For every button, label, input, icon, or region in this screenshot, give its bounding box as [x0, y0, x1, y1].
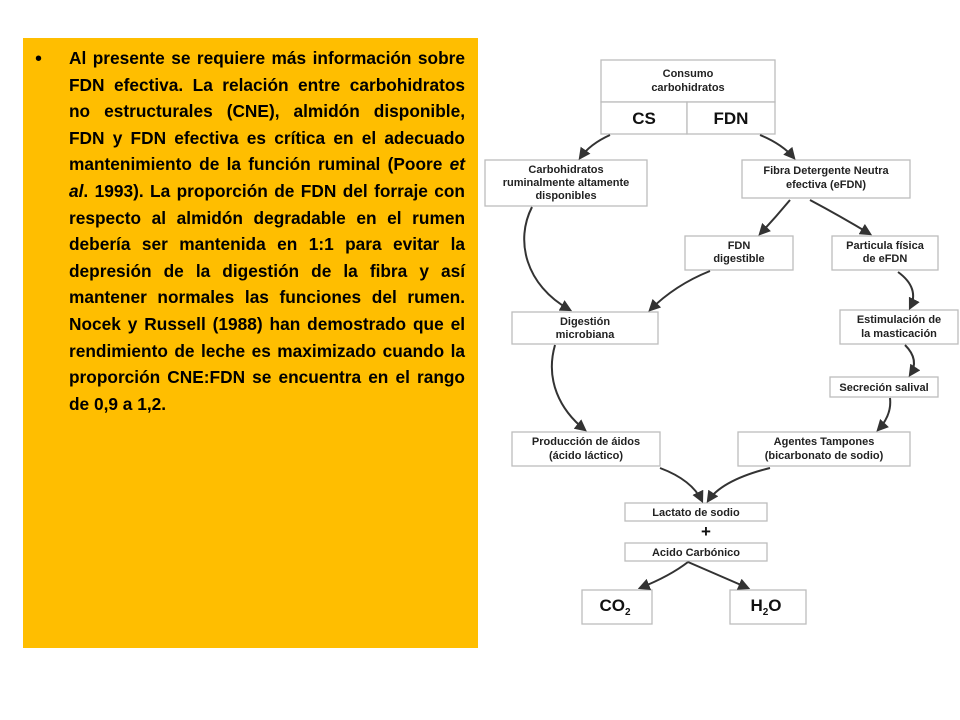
- estimulacion-line-2: la masticación: [861, 328, 937, 340]
- fdn-label: FDN: [713, 109, 749, 128]
- arrow-digestion-to-produccion: [552, 345, 585, 430]
- secrecion-box: [830, 377, 938, 397]
- particula-line-2: de eFDN: [862, 253, 908, 265]
- fibra-line-2: efectiva (eFDN): [785, 179, 867, 191]
- arrow-produccion-to-lactato: [660, 468, 702, 501]
- fibra-line-1: Fibra Detergente Neutra: [763, 165, 889, 177]
- text-panel: [23, 38, 478, 648]
- arrow-fdn-digestible-to-digestion: [650, 271, 710, 310]
- flow-diagram-right: [770, 40, 960, 460]
- arrow-fibra-to-particula: [810, 200, 870, 234]
- fdn-box: [687, 102, 775, 134]
- consumo-line-1: Consumo: [662, 68, 714, 80]
- particula-line-1: Particula física: [846, 240, 924, 252]
- arrow-particula-to-estimulacion: [898, 272, 913, 308]
- lactato-box: [625, 503, 767, 521]
- body-paragraph: [69, 45, 465, 417]
- arrow-secrecion-to-agentes: [878, 398, 890, 430]
- paragraph-part-1: Al presente se requiere más información sobre FDN efectiva. La relación entre carbohidratos no estructurales (CNE), almidón disponible, FDN y FDN efectiva es crítica en el adecuado mantenimiento de la función ruminal (Poore: [69, 48, 465, 175]
- carbohidratos-line-1: Carbohidratos: [528, 164, 604, 176]
- carbohidratos-line-3: disponibles: [535, 190, 597, 202]
- acido-label: Acido Carbónico: [651, 547, 741, 559]
- produccion-box: [512, 432, 660, 466]
- cs-box: [601, 102, 687, 134]
- agentes-line-2: (bicarbonato de sodio): [764, 450, 884, 462]
- digestion-line-2: microbiana: [555, 329, 615, 341]
- arrow-estimulacion-to-secrecion: [905, 345, 914, 375]
- produccion-line-2: (ácido láctico): [549, 450, 623, 462]
- plus-sign: +: [701, 522, 711, 541]
- co2-label: $CO_2$: [599, 596, 631, 618]
- digestion-box: [512, 312, 658, 344]
- lactato-label: Lactato de sodio: [652, 507, 740, 519]
- fdn-digestible-line-2: digestible: [713, 253, 765, 265]
- arrow-agentes-to-lactato: [708, 468, 770, 501]
- paragraph-part-2: . 1993). La proporción de FDN del forraje con respecto al almidón degradable en el rumen debería ser mantenida en 1:1 para evitar la depresión de la digestión de la fibra y así mantener normales las funciones del rumen. Nocek y Russell (1988) han demostrado que el rendimiento de leche es maximizado cuando la proporción CNE:FDN se encuentra en el rango de 0,9 a 1,2.: [69, 180, 465, 414]
- produccion-line-1: Producción de áidos: [531, 436, 641, 448]
- h2o-label: $H_2O$: [750, 596, 782, 618]
- consumo-box: [601, 60, 775, 102]
- bullet-marker: •: [35, 48, 43, 70]
- agentes-line-1: Agentes Tampones: [773, 436, 875, 448]
- carbohidratos-line-2: ruminalmente altamente: [502, 177, 630, 189]
- paragraph-italic: et al: [69, 154, 465, 201]
- arrow-cs-to-carbohidratos: [580, 135, 610, 158]
- fdn-digestible-line-1: FDN: [727, 240, 751, 252]
- arrow-acido-to-co2: [640, 562, 688, 588]
- arrow-carbohidratos-to-digestion: [524, 207, 570, 310]
- particula-fisica-box: [832, 236, 938, 270]
- estimulacion-line-1: Estimulación de: [856, 314, 942, 326]
- estimulacion-box: [840, 310, 958, 344]
- acido-box: [625, 543, 767, 561]
- carbohidratos-box: [485, 160, 647, 206]
- co2-box: [582, 590, 652, 624]
- secrecion-label: Secreción salival: [839, 382, 929, 394]
- arrow-acido-to-h2o: [688, 562, 748, 588]
- h2o-box: [730, 590, 806, 624]
- cs-label: CS: [632, 109, 656, 128]
- digestion-line-1: Digestión: [559, 316, 611, 328]
- consumo-line-2: carbohidratos: [651, 82, 725, 94]
